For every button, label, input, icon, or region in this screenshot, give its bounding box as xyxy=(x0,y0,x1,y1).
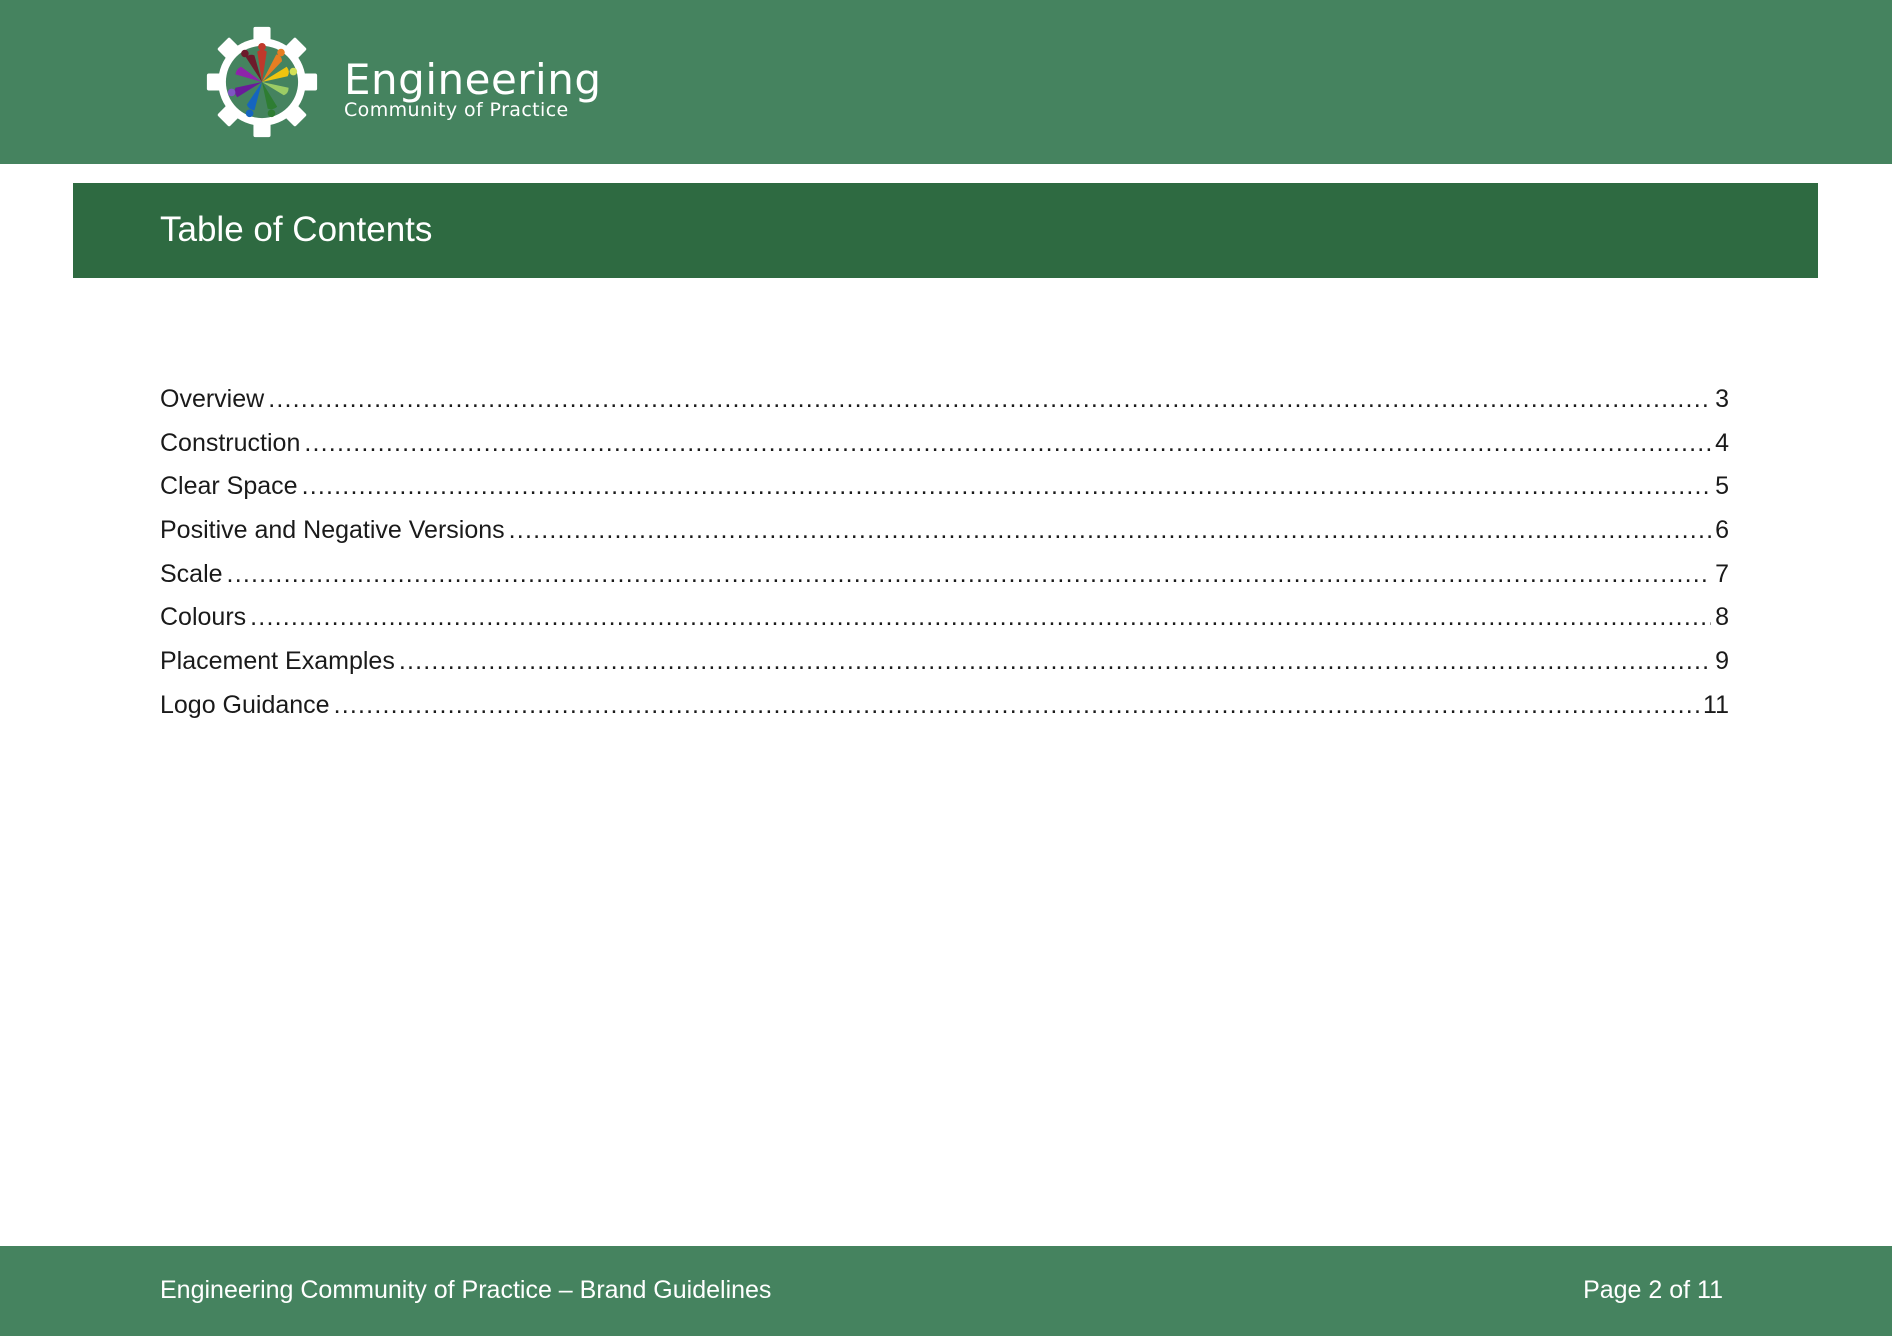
toc-entry-page: 3 xyxy=(1715,385,1729,413)
toc-entry-label: Colours xyxy=(160,603,247,632)
toc-entry-colours[interactable] xyxy=(160,596,1729,640)
toc-entry-label: Placement Examples xyxy=(160,647,395,676)
toc-entry-label: Clear Space xyxy=(160,472,298,501)
toc-entry-label: Logo Guidance xyxy=(160,690,330,719)
toc-dot-leader xyxy=(399,640,1711,684)
title-bar xyxy=(73,183,1818,278)
toc-dot-leader xyxy=(268,378,1711,422)
toc-entry-overview[interactable] xyxy=(160,378,1729,422)
page-footer xyxy=(0,1246,1892,1336)
page-title: Table of Contents xyxy=(160,210,433,249)
toc-dot-leader xyxy=(250,596,1711,640)
toc-entry-page: 8 xyxy=(1715,603,1729,632)
toc-dot-leader xyxy=(227,553,1712,597)
toc-entry-construction[interactable] xyxy=(160,422,1729,466)
toc-dot-leader xyxy=(302,465,1712,509)
brand-wordmark xyxy=(344,55,602,121)
toc-entry-clear-space[interactable] xyxy=(160,465,1729,509)
page-header xyxy=(0,0,1892,164)
toc-entry-scale[interactable] xyxy=(160,553,1729,597)
footer-document-name: Engineering Community of Practice – Brand Guidelines xyxy=(160,1276,772,1304)
toc-entry-logo-guidance[interactable] xyxy=(160,684,1729,728)
toc-entry-positive-negative-versions[interactable] xyxy=(160,509,1729,553)
toc-entry-label: Scale xyxy=(160,559,223,588)
toc-entry-label: Overview xyxy=(160,385,265,413)
toc-dot-leader xyxy=(334,684,1699,728)
toc-entry-page: 9 xyxy=(1715,647,1729,676)
gear-logo-icon xyxy=(205,25,319,139)
toc-entry-placement-examples[interactable] xyxy=(160,640,1729,684)
toc-entry-page: 11 xyxy=(1703,690,1729,719)
toc-entry-page: 6 xyxy=(1715,516,1729,545)
toc-entry-page: 5 xyxy=(1715,472,1729,501)
toc-dot-leader xyxy=(509,509,1711,553)
toc-entry-page: 4 xyxy=(1715,428,1729,457)
footer-page-indicator: Page 2 of 11 xyxy=(1583,1276,1723,1304)
table-of-contents xyxy=(160,378,1729,728)
brand-title: Engineering xyxy=(344,55,602,104)
toc-dot-leader xyxy=(304,422,1711,466)
toc-entry-label: Positive and Negative Versions xyxy=(160,516,505,545)
toc-entry-label: Construction xyxy=(160,428,301,457)
brand-subtitle: Community of Practice xyxy=(344,99,569,121)
toc-entry-page: 7 xyxy=(1715,559,1729,588)
